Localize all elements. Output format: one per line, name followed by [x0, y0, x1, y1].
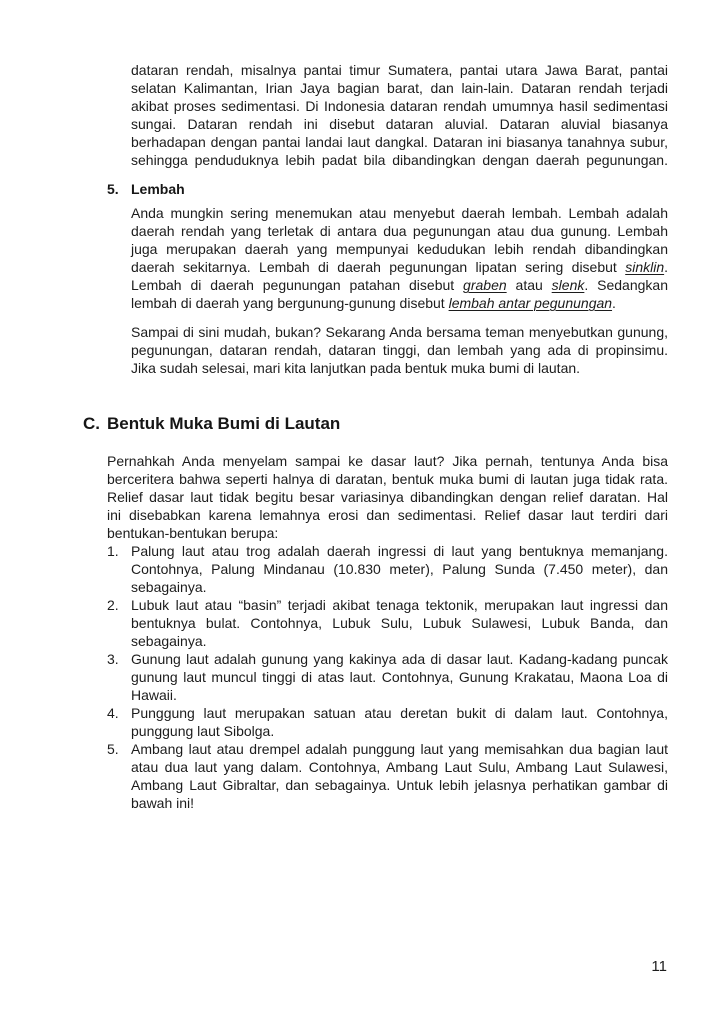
- list-item-text: [131, 704, 668, 740]
- text-line: Ambang laut atau drempel adalah punggung laut yang memisahkan dua bagian laut: [131, 741, 668, 757]
- heading-title: Lembah: [131, 181, 185, 197]
- section-c-intro: [107, 452, 668, 542]
- list-item-text: [131, 542, 668, 596]
- heading-title: Bentuk Muka Bumi di Lautan: [107, 414, 341, 433]
- text-line: sebagainya.: [131, 579, 207, 595]
- text-segment: lembah di daerah yang bergunung-gunung disebut: [131, 295, 449, 311]
- list-item-text: [131, 740, 668, 812]
- text-line: Contohnya, Palung Mindanau (10.830 meter), Palung Sunda (7.450 meter), dan: [131, 561, 668, 577]
- list-item-punggung: [107, 704, 668, 740]
- section-c-heading: [83, 413, 483, 435]
- lembah-paragraph: [131, 204, 668, 312]
- sea-relief-list: [107, 542, 668, 812]
- text-line: [131, 258, 668, 276]
- term-sinklin: sinklin: [625, 259, 665, 275]
- text-line: punggung laut Sibolga.: [131, 723, 275, 739]
- list-number: 5.: [107, 741, 119, 757]
- text-line: Sampai di sini mudah, bukan? Sekarang Anda bersama teman menyebutkan gunung,: [131, 324, 668, 340]
- list-item-text: [131, 650, 668, 704]
- text-line: sebagainya.: [131, 633, 207, 649]
- list-number: 4.: [107, 705, 119, 721]
- continuation-paragraph: [131, 61, 668, 169]
- text-line: Gunung laut adalah gunung yang kakinya ada di dasar laut. Kadang-kadang puncak: [131, 651, 668, 667]
- text-segment: daerah sekitarnya. Lembah di daerah pegunungan lipatan sering disebut: [131, 259, 626, 275]
- text-line: sungai. Dataran rendah ini disebut dataran aluvial. Dataran aluvial biasanya: [131, 116, 668, 132]
- list-item-text: [131, 596, 668, 650]
- text-segment: . Sedangkan: [584, 277, 668, 293]
- text-line: [131, 294, 668, 312]
- term-graben: graben: [463, 277, 507, 293]
- text-line: selatan Kalimantan, Irian Jaya bagian barat, dan lain-lain. Dataran rendah terjadi: [131, 80, 668, 96]
- text-line: berhadapan dengan pantai landai laut dangkal. Dataran ini biasanya tanahnya subur,: [131, 134, 668, 150]
- text-segment: Lembah di daerah pegunungan patahan disebut: [131, 277, 464, 293]
- list-item-lubuk: [107, 596, 668, 650]
- text-line: Lubuk laut atau “basin” terjadi akibat tenaga tektonik, merupakan laut ingressi dan: [131, 597, 668, 613]
- text-line: bentukan-bentukan berupa:: [107, 525, 279, 541]
- term-lembah-antar-pegunungan: lembah antar pegunungan: [448, 295, 613, 311]
- text-line: gunung laut muncul tinggi di atas laut. Contohnya, Gunung Krakatau, Maona Loa di: [131, 669, 668, 685]
- text-line: sehingga penduduknya lebih padat bila dibandingkan dengan daerah pegunungan.: [131, 152, 668, 168]
- lembah-heading: [107, 180, 307, 198]
- text-line: Jika sudah selesai, mari kita lanjutkan pada bentuk muka bumi di lautan.: [131, 360, 581, 376]
- list-item-ambang: [107, 740, 668, 812]
- activity-paragraph: [131, 323, 668, 377]
- text-line: [131, 276, 668, 294]
- page-number: 11: [651, 958, 667, 975]
- text-line: Punggung laut merupakan satuan atau deretan bukit di dalam laut. Contohnya,: [131, 705, 668, 721]
- list-number: 3.: [107, 651, 119, 667]
- text-segment: atau: [506, 277, 552, 293]
- text-line: Ambang Laut Gibraltar, dan sebagainya. Untuk lebih jelasnya perhatikan gambar di: [131, 777, 668, 793]
- heading-number: 5.: [107, 181, 119, 197]
- text-segment: .: [612, 295, 616, 311]
- text-line: juga merupakan daerah yang mempunyai kedudukan lebih rendah dibandingkan: [131, 241, 668, 257]
- text-line: daerah rendah yang terletak di antara dua pegunungan atau dua gunung. Lembah: [131, 223, 668, 239]
- text-segment: .: [664, 259, 668, 275]
- text-line: atau dua laut yang dalam. Contohnya, Ambang Laut Sulu, Ambang Laut Sulawesi,: [131, 759, 668, 775]
- heading-letter: C.: [83, 414, 100, 433]
- text-line: bentuknya bulat. Contohnya, Lubuk Sulu, Lubuk Sulawesi, Lubuk Banda, dan: [131, 615, 668, 631]
- text-line: dataran rendah, misalnya pantai timur Sumatera, pantai utara Jawa Barat, pantai: [131, 62, 668, 78]
- text-line: pegunungan, dataran rendah, dataran tinggi, dan lembah yang ada di propinsimu.: [131, 342, 668, 358]
- list-number: 2.: [107, 597, 119, 613]
- text-line: akibat proses sedimentasi. Di Indonesia dataran rendah umumnya hasil sedimentasi: [131, 98, 668, 114]
- text-line: Hawaii.: [131, 687, 177, 703]
- text-line: Pernahkah Anda menyelam sampai ke dasar laut? Jika pernah, tentunya Anda bisa: [107, 453, 668, 469]
- text-line: Palung laut atau trog adalah daerah ingressi di laut yang bentuknya memanjang.: [131, 543, 668, 559]
- list-item-palung: [107, 542, 668, 596]
- list-item-gunung-laut: [107, 650, 668, 704]
- list-number: 1.: [107, 543, 119, 559]
- text-line: Relief dasar laut tidak begitu besar variasinya dibandingkan dengan relief daratan. Hal: [107, 489, 668, 505]
- term-slenk: slenk: [551, 277, 585, 293]
- text-line: ini disebabkan karena lemahnya erosi dan sedimentasi. Relief dasar laut terdiri dari: [107, 507, 668, 523]
- text-line: Anda mungkin sering menemukan atau menyebut daerah lembah. Lembah adalah: [131, 205, 668, 221]
- text-line: berceritera bahwa seperti halnya di daratan, bentuk muka bumi di lautan juga tidak rata.: [107, 471, 668, 487]
- text-line: bawah ini!: [131, 795, 195, 811]
